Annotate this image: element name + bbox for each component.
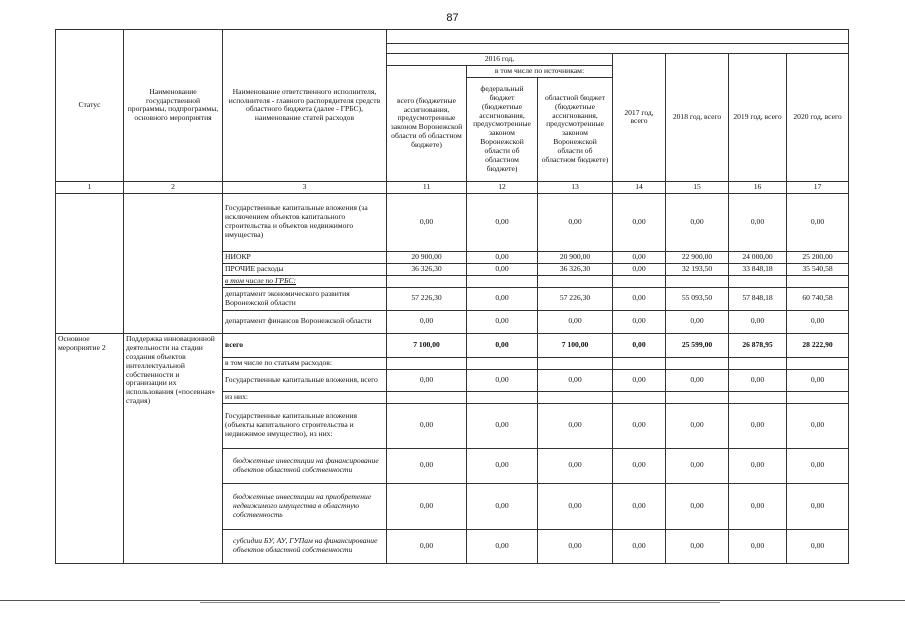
col-num: 15	[666, 181, 729, 193]
cell-value: 20 900,00	[387, 251, 467, 263]
cell-value: 0,00	[467, 403, 538, 448]
cell-value	[613, 391, 666, 403]
cell-value: 0,00	[467, 193, 538, 251]
status-cell-empty	[56, 193, 124, 333]
cell-value	[787, 275, 849, 287]
cell-value	[666, 275, 729, 287]
cell-value: 0,00	[387, 193, 467, 251]
cell-value: 0,00	[467, 369, 538, 391]
row-label: бюджетные инвестиции на приобретение недвижимого имущества в областную собственность	[223, 483, 387, 529]
column-number-row	[56, 181, 849, 193]
cell-value: 0,00	[787, 193, 849, 251]
cell-value: 0,00	[613, 310, 666, 333]
cell-value: 0,00	[613, 403, 666, 448]
col-num: 11	[387, 181, 467, 193]
cell-value: 0,00	[613, 193, 666, 251]
page-number: 87	[446, 12, 459, 24]
budget-table	[55, 29, 849, 564]
row-label: ПРОЧИЕ расходы	[223, 263, 387, 275]
cell-value: 0,00	[387, 448, 467, 483]
cell-value: 0,00	[613, 483, 666, 529]
cell-value: 0,00	[613, 448, 666, 483]
cell-value: 0,00	[666, 193, 729, 251]
cell-value	[538, 391, 613, 403]
cell-value: 28 222,90	[787, 333, 849, 357]
cell-value: 0,00	[538, 483, 613, 529]
cell-value: 0,00	[538, 369, 613, 391]
cell-value: 0,00	[787, 529, 849, 563]
scan-edge-line	[200, 602, 720, 603]
header-status: Статус	[56, 30, 124, 182]
col-num: 12	[467, 181, 538, 193]
cell-value	[467, 391, 538, 403]
cell-value: 26 878,95	[729, 333, 787, 357]
cell-value: 0,00	[613, 333, 666, 357]
header-program-name: Наименование государственной программы, подпрограммы, основного мероприятия	[124, 30, 223, 182]
header-blank-2	[387, 44, 849, 54]
header-blank	[387, 30, 849, 44]
cell-value: 20 900,00	[538, 251, 613, 263]
header-year-2016: 2016 год,	[387, 54, 613, 66]
cell-value: 57 848,18	[729, 287, 787, 310]
cell-value: 35 540,58	[787, 263, 849, 275]
cell-value: 0,00	[613, 529, 666, 563]
cell-value: 7 100,00	[387, 333, 467, 357]
header-executor: Наименование ответственного исполнителя, исполнителя - главного распорядителя средств областного бюджета (далее - ГРБС), наименование статей расходов	[223, 30, 387, 182]
cell-value: 0,00	[729, 193, 787, 251]
cell-value: 0,00	[387, 310, 467, 333]
col-num: 3	[223, 181, 387, 193]
cell-value	[538, 357, 613, 369]
cell-value	[613, 357, 666, 369]
cell-value: 0,00	[387, 403, 467, 448]
status-cell: Основное мероприятие 2	[56, 333, 124, 563]
cell-value: 0,00	[467, 529, 538, 563]
cell-value	[666, 357, 729, 369]
row-label: департамент экономического развития Воронежской области	[223, 287, 387, 310]
cell-value: 0,00	[387, 369, 467, 391]
cell-value: 0,00	[666, 310, 729, 333]
cell-value: 0,00	[467, 251, 538, 263]
cell-value: 0,00	[467, 483, 538, 529]
cell-value: 55 093,50	[666, 287, 729, 310]
cell-value	[467, 275, 538, 287]
cell-value: 0,00	[387, 483, 467, 529]
cell-value: 36 326,30	[387, 263, 467, 275]
cell-value	[538, 275, 613, 287]
cell-value	[729, 391, 787, 403]
row-label: Государственные капитальные вложения, всего	[223, 369, 387, 391]
cell-value: 22 900,00	[666, 251, 729, 263]
cell-value	[467, 357, 538, 369]
col-num: 1	[56, 181, 124, 193]
cell-value	[787, 357, 849, 369]
header-federal-budget: федеральный бюджет (бюджетные ассигнования, предусмотренные законом Воронежской области об областном бюджете)	[467, 77, 538, 181]
header-total-budget: всего (бюджетные ассигнования, предусмотренные законом Воронежской области об областном бюджете)	[387, 65, 467, 181]
cell-value: 25 200,00	[787, 251, 849, 263]
header-2020: 2020 год, всего	[787, 54, 849, 182]
row-label: Государственные капитальные вложения (объекты капитального строительства и недвижимое имущество), из них:	[223, 403, 387, 448]
row-label: субсидии БУ, АУ, ГУПам на финансирование объектов областной собственности	[223, 529, 387, 563]
table-row	[56, 193, 849, 251]
cell-value: 32 193,50	[666, 263, 729, 275]
cell-value	[666, 391, 729, 403]
row-label: в том числе по ГРБС:	[223, 275, 387, 287]
cell-value	[613, 275, 666, 287]
cell-value: 0,00	[666, 369, 729, 391]
cell-value: 0,00	[666, 403, 729, 448]
cell-value: 0,00	[613, 287, 666, 310]
cell-value: 0,00	[729, 310, 787, 333]
cell-value: 0,00	[467, 333, 538, 357]
cell-value: 24 000,00	[729, 251, 787, 263]
col-num: 13	[538, 181, 613, 193]
cell-value: 0,00	[787, 448, 849, 483]
cell-value	[387, 275, 467, 287]
cell-value: 0,00	[787, 483, 849, 529]
cell-value: 57 226,30	[538, 287, 613, 310]
row-label: бюджетные инвестиции на финансирование объектов областной собственности	[223, 448, 387, 483]
cell-value	[787, 391, 849, 403]
cell-value: 0,00	[613, 369, 666, 391]
header-2019: 2019 год, всего	[729, 54, 787, 182]
row-label: департамент финансов Воронежской области	[223, 310, 387, 333]
row-label: из них:	[223, 391, 387, 403]
cell-value: 0,00	[538, 529, 613, 563]
cell-value: 0,00	[729, 483, 787, 529]
row-label: всего	[223, 333, 387, 357]
cell-value: 0,00	[787, 369, 849, 391]
cell-value: 36 326,30	[538, 263, 613, 275]
cell-value: 7 100,00	[538, 333, 613, 357]
col-num: 14	[613, 181, 666, 193]
cell-value: 0,00	[787, 403, 849, 448]
cell-value: 0,00	[666, 483, 729, 529]
cell-value: 0,00	[467, 287, 538, 310]
cell-value	[729, 357, 787, 369]
cell-value: 0,00	[729, 403, 787, 448]
program-cell-empty	[124, 193, 223, 333]
cell-value: 0,00	[467, 448, 538, 483]
cell-value: 25 599,00	[666, 333, 729, 357]
row-label: Государственные капитальные вложения (за исключением объектов капитального строительства и объектов недвижимого имущества)	[223, 193, 387, 251]
row-label: в том числе по статьям расходов:	[223, 357, 387, 369]
col-num: 16	[729, 181, 787, 193]
header-2017: 2017 год, всего	[613, 54, 666, 182]
program-name-cell: Поддержка инновационной деятельности на стадии создания объектов интеллектуальной собственности и организации их использования («посевная» стадия)	[124, 333, 223, 563]
cell-value: 0,00	[613, 263, 666, 275]
cell-value: 0,00	[666, 529, 729, 563]
cell-value: 0,00	[729, 529, 787, 563]
scan-edge-line	[0, 600, 905, 601]
cell-value: 57 226,30	[387, 287, 467, 310]
cell-value: 0,00	[387, 529, 467, 563]
cell-value: 0,00	[787, 310, 849, 333]
cell-value: 0,00	[538, 403, 613, 448]
cell-value: 0,00	[467, 310, 538, 333]
cell-value: 0,00	[467, 263, 538, 275]
cell-value: 0,00	[613, 251, 666, 263]
cell-value: 0,00	[538, 310, 613, 333]
cell-value: 0,00	[729, 448, 787, 483]
col-num: 17	[787, 181, 849, 193]
cell-value	[387, 357, 467, 369]
header-2018: 2018 год, всего	[666, 54, 729, 182]
cell-value: 33 848,18	[729, 263, 787, 275]
cell-value	[729, 275, 787, 287]
cell-value: 0,00	[666, 448, 729, 483]
cell-value: 0,00	[538, 448, 613, 483]
header-by-sources: в том числе по источникам:	[467, 65, 613, 77]
cell-value	[387, 391, 467, 403]
cell-value: 0,00	[538, 193, 613, 251]
col-num: 2	[124, 181, 223, 193]
table-row	[56, 333, 849, 357]
header-regional-budget: областной бюджет (бюджетные ассигнования, предусмотренные законом Воронежской области об областном бюджете)	[538, 77, 613, 181]
cell-value: 0,00	[729, 369, 787, 391]
cell-value: 60 740,58	[787, 287, 849, 310]
row-label: НИОКР	[223, 251, 387, 263]
